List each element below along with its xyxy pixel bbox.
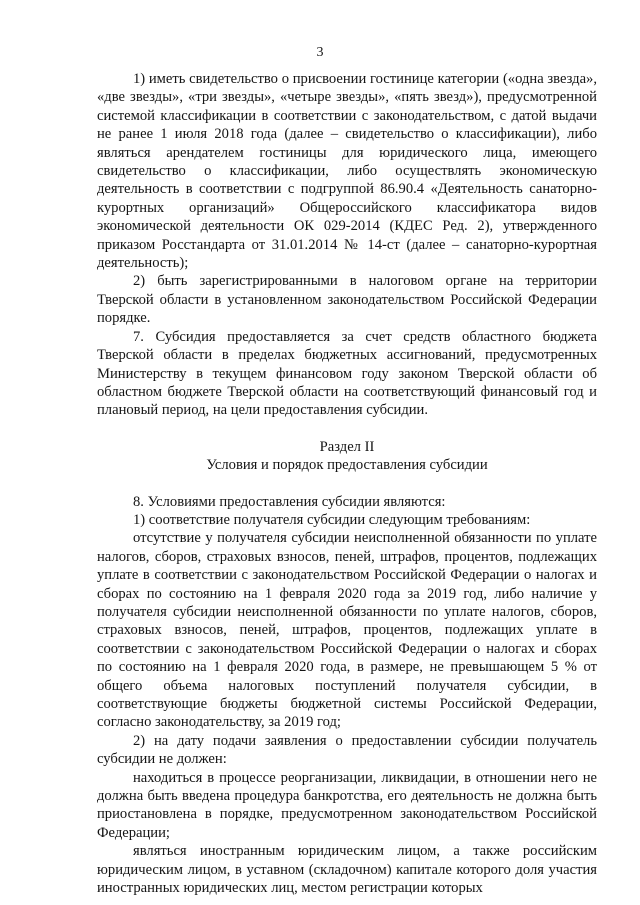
section-title: Условия и порядок предоставления субсидии: [206, 457, 488, 474]
page-number: 3: [316, 45, 324, 60]
paragraph-8: 8. Условиями предоставления субсидии являются:: [133, 493, 446, 510]
section-spacer: [97, 475, 597, 493]
section-spacer: [97, 420, 597, 438]
paragraph-8-item-2: 2) на дату подачи заявления о предоставлении субсидии получатель субсидии не должен:: [97, 732, 597, 768]
paragraph-requirement-2: 2) быть зарегистрированными в налоговом органе на территории Тверской области в установленном законодательством Российской Федерации порядке.: [97, 273, 597, 327]
paragraph-reorganization: находиться в процессе реорганизации, ликвидации, в отношении него не должна быть введена процедура банкротства, его деятельность не должна быть приостановлена в порядке, предусмотренном законодательством Российской Федерации;: [97, 769, 597, 841]
paragraph-8-item-1: 1) соответствие получателя субсидии следующим требованиям:: [133, 511, 531, 528]
paragraph-7: 7. Субсидия предоставляется за счет средств областного бюджета Тверской области в пределах бюджетных ассигнований, предусмотренных Министерству в текущем финансовом году законом Тверской области об областном бюджете Тверской области на соответствующий финансовый год и плановый период, на цели предоставления субсидии.: [97, 328, 597, 419]
section-number: Раздел II: [319, 438, 375, 455]
paragraph-no-debt: отсутствие у получателя субсидии неисполненной обязанности по уплате налогов, сборов, страховых взносов, пеней, штрафов, процентов, подлежащих уплате в соответствии с законодательством Российской Федерации о налогах и сборах по состоянию на 1 февраля 2020 года за 2019 год, либо наличие у получателя субсидии неисполненной обязанности по уплате налогов, сборов, страховых взносов, пеней, штрафов, процентов, подлежащих уплате в соответствии с законодательством Российской Федерации о налогах и сборах по состоянию на 1 февраля 2020 года, в размере, не превышающем 5 % от общего объема налоговых поступлений получателя субсидии, в соответствующие бюджеты бюджетной системы Российской Федерации, согласно законодательству, за 2019 год;: [97, 530, 597, 731]
paragraph-foreign-entity: являться иностранным юридическим лицом, а также российским юридическим лицом, в уставном (складочном) капитале которого доля участия иностранных юридических лиц, местом регистрации которых: [97, 843, 597, 897]
document-body: [97, 70, 597, 897]
paragraph-requirement-1: 1) иметь свидетельство о присвоении гостинице категории («одна звезда», «две звезды», «три звезды», «четыре звезды», «пять звезд»), предусмотренной системой классификации в соответствии с законодательством, с датой выдачи не ранее 1 июля 2018 года (далее – свидетельство о классификации), либо являться арендателем гостиницы для юридического лица, имеющего свидетельство о классификации, либо осуществлять экономическую деятельность в соответствии с подгруппой 86.90.4 «Деятельность санаторно-курортных организаций» Общероссийского классификатора видов экономической деятельности ОК 029-2014 (КДЕС Ред. 2), утвержденного приказом Росстандарта от 31.01.2014 № 14-ст (далее – санаторно-курортная деятельность);: [97, 71, 597, 272]
